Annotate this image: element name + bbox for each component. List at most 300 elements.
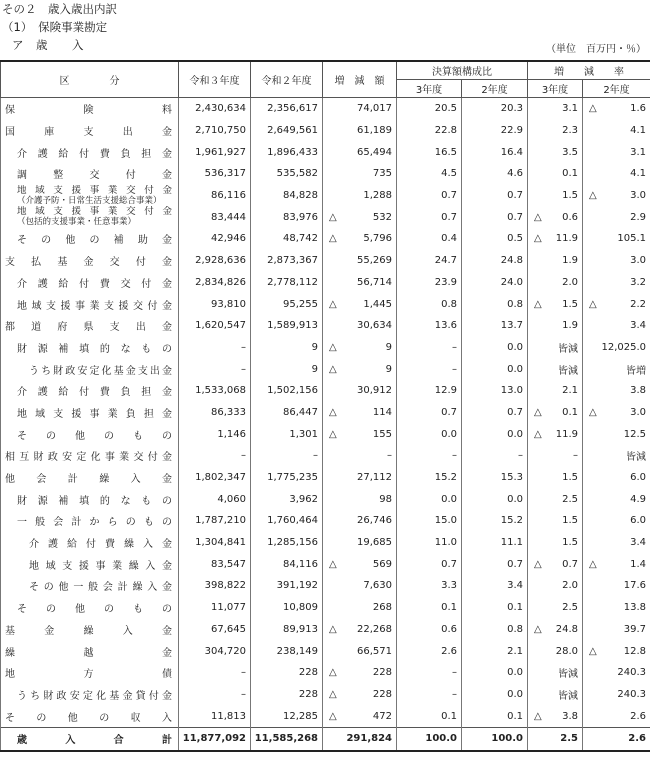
cell-value: 16.5 xyxy=(434,146,457,158)
row-label: 保険料 xyxy=(1,98,179,120)
cell-value: 2.0 xyxy=(562,276,578,288)
cell-value: 0.6 xyxy=(441,623,457,635)
row-label: その他の補助金 xyxy=(1,228,179,250)
decrease-mark: △ xyxy=(329,558,337,570)
cell-value: 22.9 xyxy=(500,125,523,137)
row-label: その他一般会計繰入金 xyxy=(1,575,179,597)
cell-r3 xyxy=(179,597,251,619)
decrease-mark: △ xyxy=(329,688,337,700)
cell-value: 2,928,636 xyxy=(195,255,246,267)
cell-g2 xyxy=(583,553,650,575)
cell-chg xyxy=(323,597,397,619)
cell-c3 xyxy=(397,120,462,142)
row-label-main: 地域支援事業交付金 xyxy=(17,206,172,218)
cell-value: 2,778,112 xyxy=(267,276,318,288)
cell-value: 1,304,841 xyxy=(195,537,246,549)
cell-value: 2,710,750 xyxy=(195,125,246,137)
decrease-mark: △ xyxy=(534,558,542,570)
row-label: 一般会計からのもの xyxy=(1,510,179,532)
cell-value: 27,112 xyxy=(357,472,392,484)
cell-value: 3.4 xyxy=(630,537,646,549)
cell-c2 xyxy=(462,250,528,272)
cell-r3 xyxy=(179,185,251,207)
cell-value: 4.1 xyxy=(630,125,646,137)
cell-r2 xyxy=(251,619,323,641)
cell-g3 xyxy=(528,380,583,402)
table-row xyxy=(1,315,650,337)
cell-r3 xyxy=(179,640,251,662)
cell-g2 xyxy=(583,619,650,641)
cell-r2 xyxy=(251,467,323,489)
cell-r2 xyxy=(251,488,323,510)
cell-value: 95,255 xyxy=(283,298,318,310)
decrease-mark: △ xyxy=(534,428,542,440)
cell-c3 xyxy=(397,402,462,424)
cell-value: 0.0 xyxy=(507,341,523,353)
cell-c2 xyxy=(462,553,528,575)
cell-g2 xyxy=(583,510,650,532)
row-label: 歳入合計 xyxy=(1,727,179,750)
cell-g2 xyxy=(583,315,650,337)
cell-g3 xyxy=(528,206,583,228)
table-row xyxy=(1,662,650,684)
decrease-mark: △ xyxy=(534,406,542,418)
cell-value: 83,444 xyxy=(211,211,246,223)
cell-r2 xyxy=(251,141,323,163)
cell-chg xyxy=(323,705,397,727)
cell-c2 xyxy=(462,228,528,250)
cell-chg xyxy=(323,467,397,489)
cell-chg xyxy=(323,380,397,402)
cell-value: 0.1 xyxy=(562,168,578,180)
cell-value: 0.7 xyxy=(562,558,578,570)
cell-value: 10,809 xyxy=(283,602,318,614)
cell-value: 1.5 xyxy=(562,537,578,549)
cell-g3 xyxy=(528,250,583,272)
cell-value: 24.0 xyxy=(500,276,523,288)
cell-value: 2.3 xyxy=(562,125,578,137)
cell-value: 皆減 xyxy=(558,365,578,377)
cell-g2 xyxy=(583,98,650,120)
cell-value: 2.9 xyxy=(630,211,646,223)
cell-value: 皆増 xyxy=(626,365,646,377)
cell-g2 xyxy=(583,727,650,750)
cell-c2 xyxy=(462,510,528,532)
cell-value: 0.8 xyxy=(441,298,457,310)
cell-g3 xyxy=(528,575,583,597)
cell-r3 xyxy=(179,402,251,424)
cell-r3 xyxy=(179,705,251,727)
cell-value: 0.7 xyxy=(507,406,523,418)
cell-g3 xyxy=(528,228,583,250)
cell-r3 xyxy=(179,98,251,120)
cell-r2 xyxy=(251,575,323,597)
cell-c2 xyxy=(462,185,528,207)
cell-chg xyxy=(323,163,397,185)
cell-r2 xyxy=(251,727,323,750)
cell-c3 xyxy=(397,423,462,445)
cell-g2 xyxy=(583,228,650,250)
cell-value: 0.7 xyxy=(441,558,457,570)
col-header-comp-r2: 2年度 xyxy=(462,80,528,98)
cell-c2 xyxy=(462,640,528,662)
cell-r2 xyxy=(251,293,323,315)
row-label-note: （包括的支援事業・任意事業） xyxy=(17,217,137,228)
cell-g2 xyxy=(583,380,650,402)
cell-value: 2,430,634 xyxy=(195,103,246,115)
cell-g2 xyxy=(583,467,650,489)
cell-value: 536,317 xyxy=(204,168,246,180)
cell-value: 28.0 xyxy=(555,645,578,657)
cell-value: 39.7 xyxy=(623,623,646,635)
cell-value: 3.1 xyxy=(562,103,578,115)
cell-g2 xyxy=(583,358,650,380)
cell-r3 xyxy=(179,619,251,641)
cell-value: 皆減 xyxy=(558,690,578,702)
cell-value: 93,810 xyxy=(211,298,246,310)
col-header-comp-r3: 3年度 xyxy=(397,80,462,98)
cell-r2 xyxy=(251,553,323,575)
cell-value: 1,533,068 xyxy=(195,385,246,397)
cell-value: 1,802,347 xyxy=(195,472,246,484)
cell-r3 xyxy=(179,380,251,402)
cell-g2 xyxy=(583,705,650,727)
cell-value: 22.8 xyxy=(434,125,457,137)
cell-chg xyxy=(323,250,397,272)
cell-value: 0.0 xyxy=(507,493,523,505)
cell-value: 1.9 xyxy=(562,255,578,267)
cell-value: – xyxy=(518,450,523,462)
cell-r2 xyxy=(251,163,323,185)
cell-value: 0.7 xyxy=(441,211,457,223)
cell-value: 0.0 xyxy=(507,688,523,700)
cell-value: 11,585,268 xyxy=(254,733,318,745)
cell-c3 xyxy=(397,597,462,619)
cell-r3 xyxy=(179,488,251,510)
cell-g2 xyxy=(583,141,650,163)
cell-c3 xyxy=(397,228,462,250)
total-row xyxy=(1,727,650,750)
cell-c2 xyxy=(462,575,528,597)
cell-chg xyxy=(323,141,397,163)
cell-value: 114 xyxy=(372,406,392,418)
cell-g3 xyxy=(528,488,583,510)
cell-value: – xyxy=(452,667,457,679)
col-header-rate-r3: 3年度 xyxy=(528,80,583,98)
cell-chg xyxy=(323,684,397,706)
decrease-mark: △ xyxy=(534,623,542,635)
cell-r3 xyxy=(179,423,251,445)
cell-c3 xyxy=(397,445,462,467)
cell-g2 xyxy=(583,662,650,684)
cell-c3 xyxy=(397,640,462,662)
cell-value: 3.5 xyxy=(562,146,578,158)
cell-value: 61,189 xyxy=(357,125,392,137)
cell-g2 xyxy=(583,293,650,315)
row-label-note: （介護予防・日常生活支援総合事業） xyxy=(17,195,162,206)
decrease-mark: △ xyxy=(534,298,542,310)
cell-value: 391,192 xyxy=(276,580,318,592)
table-row xyxy=(1,163,650,185)
cell-c2 xyxy=(462,272,528,294)
cell-value: 398,822 xyxy=(204,580,246,592)
cell-c3 xyxy=(397,272,462,294)
cell-g2 xyxy=(583,532,650,554)
decrease-mark: △ xyxy=(589,645,597,657)
cell-value: 15.2 xyxy=(434,472,457,484)
cell-chg xyxy=(323,510,397,532)
cell-chg xyxy=(323,358,397,380)
cell-value: 3.1 xyxy=(630,146,646,158)
cell-value: 4.9 xyxy=(630,493,646,505)
cell-chg xyxy=(323,619,397,641)
cell-g2 xyxy=(583,206,650,228)
cell-value: 19,685 xyxy=(357,537,392,549)
cell-r3 xyxy=(179,141,251,163)
cell-value: 15.2 xyxy=(500,515,523,527)
cell-r2 xyxy=(251,120,323,142)
table-row xyxy=(1,488,650,510)
cell-r3 xyxy=(179,206,251,228)
cell-r3 xyxy=(179,272,251,294)
cell-value: 304,720 xyxy=(204,645,246,657)
cell-g3 xyxy=(528,727,583,750)
cell-g2 xyxy=(583,402,650,424)
cell-c3 xyxy=(397,553,462,575)
cell-r3 xyxy=(179,727,251,750)
cell-r2 xyxy=(251,228,323,250)
cell-c2 xyxy=(462,358,528,380)
cell-r2 xyxy=(251,532,323,554)
cell-g3 xyxy=(528,423,583,445)
cell-value: 4.5 xyxy=(441,168,457,180)
cell-value: 42,946 xyxy=(211,233,246,245)
cell-value: 皆減 xyxy=(558,669,578,681)
cell-g2 xyxy=(583,272,650,294)
cell-value: 3.2 xyxy=(630,276,646,288)
decrease-mark: △ xyxy=(589,298,597,310)
row-label-main: 地域支援事業交付金 xyxy=(17,184,172,196)
cell-g3 xyxy=(528,619,583,641)
col-header-composition: 決算額構成比 xyxy=(397,61,528,80)
cell-value: 12.8 xyxy=(623,645,646,657)
cell-value: 0.1 xyxy=(507,710,523,722)
cell-r3 xyxy=(179,228,251,250)
cell-value: 11.9 xyxy=(555,428,578,440)
cell-value: 11,813 xyxy=(211,710,246,722)
cell-c3 xyxy=(397,510,462,532)
row-label: うち財政安定化基金貸付金 xyxy=(1,684,179,706)
row-label: 他会計繰入金 xyxy=(1,467,179,489)
cell-value: 55,269 xyxy=(357,255,392,267)
cell-value: – xyxy=(573,450,578,462)
cell-value: 1.6 xyxy=(630,103,646,115)
cell-g2 xyxy=(583,575,650,597)
cell-g3 xyxy=(528,337,583,359)
cell-chg xyxy=(323,575,397,597)
cell-value: 0.1 xyxy=(507,602,523,614)
table-row xyxy=(1,358,650,380)
cell-value: 2.2 xyxy=(630,298,646,310)
cell-c2 xyxy=(462,141,528,163)
cell-value: 17.6 xyxy=(623,580,646,592)
cell-value: 2,834,826 xyxy=(195,276,246,288)
table-row xyxy=(1,380,650,402)
cell-value: 11,877,092 xyxy=(182,733,246,745)
cell-r2 xyxy=(251,358,323,380)
cell-value: 0.8 xyxy=(507,298,523,310)
cell-value: 24.8 xyxy=(500,255,523,267)
cell-g3 xyxy=(528,163,583,185)
cell-value: 228 xyxy=(298,667,318,679)
table-row xyxy=(1,141,650,163)
cell-value: 0.0 xyxy=(507,363,523,375)
row-label: 都道府県支出金 xyxy=(1,315,179,337)
cell-g3 xyxy=(528,510,583,532)
cell-value: 9 xyxy=(385,363,392,375)
revenue-table xyxy=(0,60,650,752)
cell-chg xyxy=(323,727,397,750)
cell-value: 1,301 xyxy=(289,428,318,440)
table-title: ア 歳 入 xyxy=(12,38,84,52)
cell-value: – xyxy=(241,341,246,353)
table-row xyxy=(1,228,650,250)
cell-g3 xyxy=(528,445,583,467)
cell-g3 xyxy=(528,705,583,727)
cell-value: 11.0 xyxy=(434,537,457,549)
cell-value: 228 xyxy=(298,688,318,700)
cell-chg xyxy=(323,98,397,120)
cell-g3 xyxy=(528,358,583,380)
cell-r3 xyxy=(179,467,251,489)
decrease-mark: △ xyxy=(329,211,337,223)
cell-c3 xyxy=(397,662,462,684)
cell-g2 xyxy=(583,337,650,359)
cell-chg xyxy=(323,337,397,359)
cell-value: 20.3 xyxy=(500,103,523,115)
cell-chg xyxy=(323,640,397,662)
cell-g3 xyxy=(528,684,583,706)
cell-value: 1,502,156 xyxy=(267,385,318,397)
row-label: その他の収入 xyxy=(1,705,179,727)
cell-c2 xyxy=(462,337,528,359)
cell-value: 6.0 xyxy=(630,472,646,484)
cell-value: 0.5 xyxy=(507,233,523,245)
table-row xyxy=(1,619,650,641)
row-label: 繰越金 xyxy=(1,640,179,662)
cell-value: – xyxy=(241,450,246,462)
cell-value: 105.1 xyxy=(617,233,646,245)
cell-c3 xyxy=(397,141,462,163)
cell-value: 2,649,561 xyxy=(267,125,318,137)
cell-value: 9 xyxy=(385,341,392,353)
cell-value: 4.6 xyxy=(507,168,523,180)
cell-value: 4,060 xyxy=(217,493,246,505)
cell-chg xyxy=(323,553,397,575)
cell-c3 xyxy=(397,488,462,510)
cell-value: 56,714 xyxy=(357,276,392,288)
cell-value: 100.0 xyxy=(425,733,457,745)
cell-value: 2.5 xyxy=(560,733,578,745)
cell-g3 xyxy=(528,185,583,207)
cell-r2 xyxy=(251,380,323,402)
table-row xyxy=(1,185,650,207)
cell-value: 13.7 xyxy=(500,320,523,332)
section-heading: その２ 歳入歳出内訳 xyxy=(2,2,117,16)
cell-r2 xyxy=(251,597,323,619)
cell-chg xyxy=(323,185,397,207)
row-label: 地域支援事業負担金 xyxy=(1,402,179,424)
cell-r2 xyxy=(251,402,323,424)
cell-value: 24.8 xyxy=(555,623,578,635)
cell-value: 30,634 xyxy=(357,320,392,332)
cell-r3 xyxy=(179,358,251,380)
cell-g3 xyxy=(528,662,583,684)
cell-c2 xyxy=(462,532,528,554)
col-header-rate: 増 減 率 xyxy=(528,61,650,80)
cell-value: 3.4 xyxy=(507,580,523,592)
cell-c3 xyxy=(397,293,462,315)
cell-value: 3.0 xyxy=(630,190,646,202)
decrease-mark: △ xyxy=(329,428,337,440)
cell-c2 xyxy=(462,98,528,120)
cell-c3 xyxy=(397,337,462,359)
cell-g2 xyxy=(583,684,650,706)
table-body xyxy=(1,98,650,751)
cell-chg xyxy=(323,293,397,315)
cell-value: 2.5 xyxy=(562,602,578,614)
cell-value: 12,285 xyxy=(283,710,318,722)
cell-r2 xyxy=(251,185,323,207)
cell-r3 xyxy=(179,337,251,359)
cell-value: 238,149 xyxy=(276,645,318,657)
cell-value: 86,447 xyxy=(283,406,318,418)
cell-value: 240.3 xyxy=(617,688,646,700)
cell-r2 xyxy=(251,445,323,467)
row-label: 財源補填的なもの xyxy=(1,488,179,510)
cell-r2 xyxy=(251,250,323,272)
cell-value: 268 xyxy=(372,602,392,614)
table-row xyxy=(1,272,650,294)
subsection-heading: （1） 保険事業勘定 xyxy=(2,20,108,34)
cell-value: 2.1 xyxy=(562,385,578,397)
cell-value: 0.7 xyxy=(441,406,457,418)
cell-value: 4.1 xyxy=(630,168,646,180)
cell-value: 1,760,464 xyxy=(267,515,318,527)
cell-value: 26,746 xyxy=(357,515,392,527)
cell-value: 1,775,235 xyxy=(267,472,318,484)
cell-r2 xyxy=(251,684,323,706)
cell-r2 xyxy=(251,272,323,294)
cell-value: 84,828 xyxy=(283,190,318,202)
cell-value: 0.0 xyxy=(507,428,523,440)
row-label: 介護給付費負担金 xyxy=(1,380,179,402)
cell-r3 xyxy=(179,163,251,185)
cell-value: 皆減 xyxy=(626,452,646,464)
cell-value: 1.5 xyxy=(562,472,578,484)
cell-r3 xyxy=(179,662,251,684)
table-row xyxy=(1,120,650,142)
cell-c2 xyxy=(462,163,528,185)
col-header-label: 区 分 xyxy=(1,61,179,98)
cell-value: 0.6 xyxy=(562,211,578,223)
cell-value: 13.0 xyxy=(500,385,523,397)
decrease-mark: △ xyxy=(329,341,337,353)
decrease-mark: △ xyxy=(329,623,337,635)
cell-r3 xyxy=(179,575,251,597)
cell-g3 xyxy=(528,120,583,142)
decrease-mark: △ xyxy=(329,406,337,418)
